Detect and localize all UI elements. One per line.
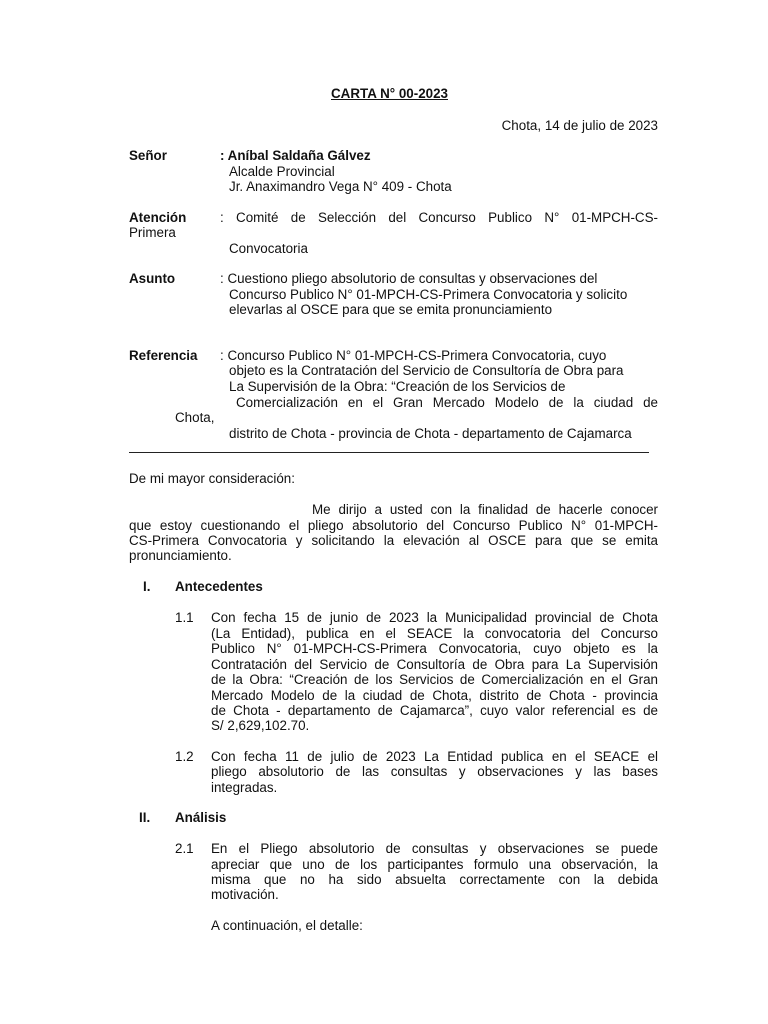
item-2-1-line: En el Pliego absolutorio de consultas y observaciones se puede — [211, 841, 658, 856]
continuation-text: A continuación, el detalle: — [211, 918, 363, 933]
referencia-line-3: La Supervisión de la Obra: “Creación de los Servicios de — [229, 379, 566, 394]
item-2-1-line: misma que no ha sido absuelta correctamente con la debida — [211, 872, 658, 887]
letter-title: CARTA N° 00-2023 — [331, 86, 448, 101]
referencia-line-4: Comercialización en el Gran Mercado Modelo de la ciudad de — [236, 395, 658, 410]
referencia-line-1: : Concurso Publico N° 01-MPCH-CS-Primera Convocatoria, cuyo — [220, 348, 607, 363]
item-1-2-line: Con fecha 11 de julio de 2023 La Entidad publica en el SEACE el — [211, 749, 658, 764]
item-1-1-line: (La Entidad), publica en el SEACE la convocatoria del Concurso — [211, 626, 658, 641]
item-1-1-line: Con fecha 15 de junio de 2023 la Municipalidad provincial de Chota — [211, 610, 658, 625]
item-1-2-number: 1.2 — [175, 749, 194, 764]
item-2-1-number: 2.1 — [175, 841, 194, 856]
separator-line — [129, 452, 649, 453]
place-date: Chota, 14 de julio de 2023 — [501, 118, 658, 133]
referencia-line-4-wrap: Chota, — [175, 410, 215, 425]
item-1-1-line: de la Obra: “Creación de los Servicios de Comercialización en el Gran — [211, 672, 658, 687]
section-2-number: II. — [139, 810, 151, 825]
senor-label: Señor — [129, 148, 167, 163]
item-1-1-number: 1.1 — [175, 610, 194, 625]
item-1-1-line: de Chota - departamento de Cajamarca”, cuyo valor referencial es de — [211, 703, 658, 718]
recipient-title: Alcalde Provincial — [229, 164, 335, 179]
intro-line-2: que estoy cuestionando el pliego absolutorio del Concurso Publico N° 01-MPCH- — [129, 518, 658, 533]
atencion-label: Atención — [129, 210, 187, 225]
item-2-1-line: apreciar que uno de los participantes formulo una observación, la — [211, 857, 658, 872]
section-1-heading: Antecedentes — [175, 579, 263, 594]
intro-line-4: pronunciamiento. — [129, 548, 232, 563]
atencion-line-1-wrap: Primera — [129, 225, 176, 240]
intro-line-1: Me dirijo a usted con la finalidad de hacerle conocer — [312, 502, 658, 517]
asunto-label: Asunto — [129, 271, 176, 286]
item-2-1-line: motivación. — [211, 887, 279, 902]
section-1-number: I. — [143, 579, 151, 594]
item-1-1-line: Publico N° 01-MPCH-CS-Primera Convocatoria, cuyo objeto es la — [211, 641, 658, 656]
atencion-line-1: : Comité de Selección del Concurso Publico N° 01-MPCH-CS- — [220, 210, 658, 225]
item-1-1-line: Contratación del Servicio de Consultoría de Obra para La Supervisión — [211, 657, 658, 672]
greeting: De mi mayor consideración: — [129, 471, 295, 486]
referencia-line-5: distrito de Chota - provincia de Chota - departamento de Cajamarca — [229, 426, 632, 441]
section-2-heading: Análisis — [175, 810, 227, 825]
referencia-line-2: objeto es la Contratación del Servicio de Consultoría de Obra para — [229, 363, 624, 378]
item-1-2-line: pliego absolutorio de las consultas y observaciones y las bases — [211, 764, 658, 779]
referencia-label: Referencia — [129, 348, 198, 363]
intro-line-3: CS-Primera Convocatoria y solicitando la elevación al OSCE para que se emita — [129, 533, 658, 548]
item-1-2-line: integradas. — [211, 780, 278, 795]
item-1-1-line: Mercado Modelo de la ciudad de Chota, distrito de Chota - provincia — [211, 688, 658, 703]
recipient-name: : Aníbal Saldaña Gálvez — [220, 148, 371, 163]
asunto-line-1: : Cuestiono pliego absolutorio de consultas y observaciones del — [220, 271, 598, 286]
atencion-line-2: Convocatoria — [229, 241, 308, 256]
item-1-1-line: S/ 2,629,102.70. — [211, 718, 310, 733]
recipient-address: Jr. Anaximandro Vega N° 409 - Chota — [229, 179, 452, 194]
asunto-line-2: Concurso Publico N° 01-MPCH-CS-Primera Convocatoria y solicito — [229, 287, 628, 302]
asunto-line-3: elevarlas al OSCE para que se emita pronunciamiento — [229, 302, 553, 317]
